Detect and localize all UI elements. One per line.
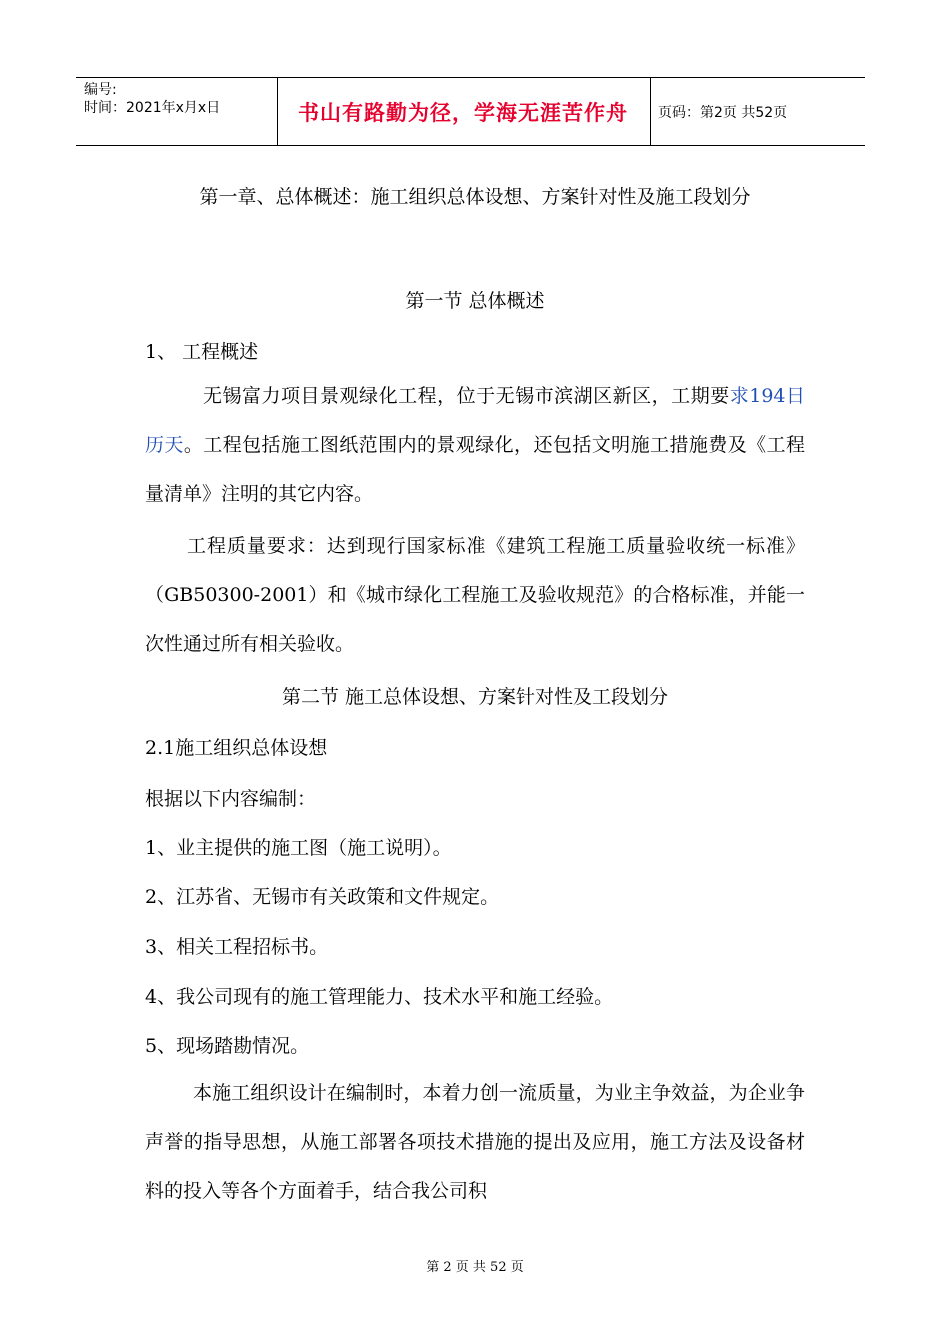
number-label: 编号: [84, 82, 117, 98]
chapter-title: 第一章、总体概述：施工组织总体设想、方案针对性及施工段划分 [199, 186, 751, 208]
page-header [76, 77, 865, 146]
header-meta [84, 78, 280, 148]
page-footer: 第 2 页 共 52 页 [426, 1260, 524, 1275]
list-item: 2、江苏省、无锡市有关政策和文件规定。 [145, 886, 500, 908]
header-page-label: 页码：第2页 共52页 [658, 104, 788, 121]
header-divider [650, 78, 651, 145]
subsection-title: 2.1施工组织总体设想 [145, 737, 328, 759]
header-motto: 书山有路勤为径，学海无涯苦作舟 [298, 99, 628, 125]
item-heading: 1、 工程概述 [145, 341, 259, 363]
paragraph-project-overview [145, 372, 805, 519]
highlighted-text: 求194日历天 [145, 385, 805, 456]
list-item: 4、我公司现有的施工管理能力、技术水平和施工经验。 [145, 986, 614, 1008]
date-label: 时间：2021年x月x日 [84, 100, 221, 116]
list-item: 1、业主提供的施工图（施工说明）。 [145, 837, 452, 859]
paragraph-quality-requirements: 工程质量要求：达到现行国家标准《建筑工程施工质量验收统一标准》（GB50300-2001）和《城市绿化工程施工及验收规范》的合格标准，并能一次性通过所有相关验收。 [145, 535, 805, 655]
section-title-2: 第二节 施工总体设想、方案针对性及工段划分 [281, 686, 669, 708]
paragraph-text: 。工程包括施工图纸范围内的景观绿化，还包括文明施工措施费及《工程量清单》注明的其它内容。 [145, 434, 805, 505]
list-item: 5、现场踏勘情况。 [145, 1035, 310, 1057]
list-item: 3、相关工程招标书。 [145, 936, 329, 958]
paragraph-design-principle: 本施工组织设计在编制时，本着力创一流质量，为业主争效益，为企业争声誉的指导思想，从施工部署各项技术措施的提出及应用，施工方法及设备材料的投入等各个方面着手，结合我公司积 [145, 1082, 805, 1202]
paragraph-text: 无锡富力项目景观绿化工程，位于无锡市滨湖区新区，工期要 [203, 385, 730, 407]
basis-intro: 根据以下内容编制： [145, 788, 317, 810]
section-title-1: 第一节 总体概述 [405, 290, 545, 312]
